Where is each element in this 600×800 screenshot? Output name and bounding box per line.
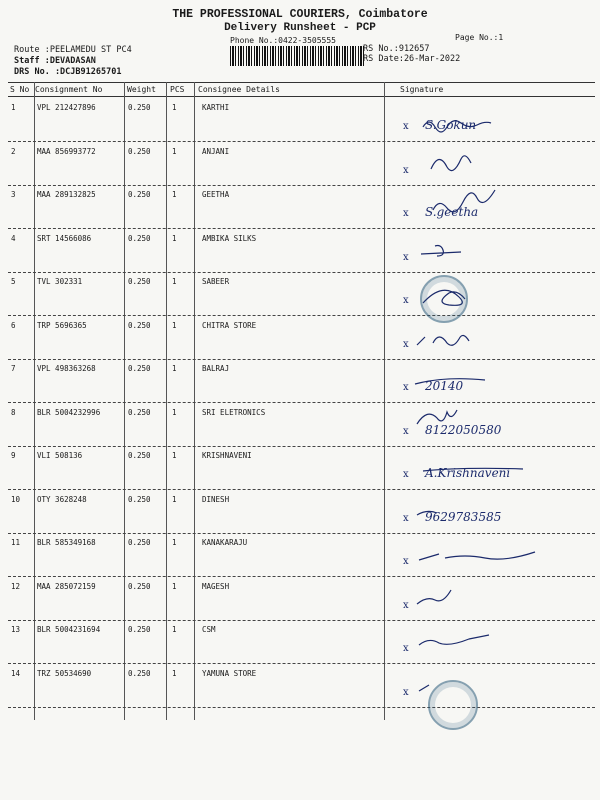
- cell-consignee: YAMUNA STORE: [202, 668, 257, 678]
- table-row: [8, 665, 595, 708]
- col-header-consignment: Consignment No: [35, 85, 103, 94]
- cell-sno: 9: [11, 451, 16, 460]
- cell-sno: 2: [11, 146, 16, 156]
- signature-cell: [393, 317, 598, 360]
- signature-cell: [393, 360, 598, 403]
- rs-number: RS No.:912657: [363, 44, 430, 54]
- cell-consignee: DINESH: [202, 494, 230, 504]
- signature-cell: [393, 578, 598, 621]
- cell-sno: 5: [11, 277, 16, 286]
- table-row: [8, 621, 595, 664]
- route: Route :PEELAMEDU ST PC4: [14, 45, 132, 55]
- signature-text: S.Gokun: [425, 118, 477, 132]
- cell-weight: 0.250: [128, 494, 151, 504]
- rubber-stamp-icon: [428, 680, 478, 730]
- table-row: [8, 143, 595, 186]
- rubber-stamp-icon: [420, 275, 468, 323]
- cell-weight: 0.250: [128, 190, 151, 199]
- table-row: [8, 99, 595, 142]
- signature-text: S.geetha: [425, 205, 479, 219]
- signature-cell: [393, 491, 598, 534]
- signature-stroke: [431, 155, 471, 170]
- cell-consignee: KARTHI: [202, 103, 230, 112]
- cell-sno: 3: [11, 190, 16, 199]
- signature-stroke: [419, 635, 489, 645]
- cell-consignment: BLR 5004231694: [37, 625, 101, 634]
- cell-pcs: 1: [172, 277, 177, 286]
- signature-stroke: [417, 410, 457, 424]
- cell-consignee: AMBIKA SILKS: [202, 233, 257, 243]
- handwritten-signature: [393, 534, 598, 577]
- cell-weight: 0.250: [128, 277, 151, 286]
- cross-mark: x: [403, 382, 409, 393]
- cell-consignment: VPL 498363268: [37, 364, 96, 373]
- cell-consignee: ANJANI: [202, 146, 230, 156]
- handwritten-signature: [393, 578, 598, 621]
- cross-mark: x: [403, 643, 409, 654]
- cell-consignment: VPL 212427896: [37, 103, 96, 112]
- cell-consignee: SABEER: [202, 277, 230, 286]
- page-number: Page No.:1: [455, 33, 504, 42]
- cross-mark: x: [403, 512, 409, 524]
- col-header-pcs: PCS: [170, 85, 185, 94]
- table-row: [8, 317, 595, 360]
- signature-cell: [393, 447, 598, 490]
- signature-cell: [393, 404, 598, 447]
- signature-text: 9629783585: [425, 509, 502, 524]
- cell-consignee: CSM: [202, 625, 216, 634]
- col-header-consignee: Consignee Details: [198, 85, 280, 94]
- signature-stroke: [419, 552, 535, 560]
- barcode: [230, 46, 366, 66]
- cell-sno: 4: [11, 233, 16, 243]
- signature-text: A.Krishnaveni: [425, 466, 511, 480]
- signature-cell: [393, 230, 598, 273]
- table-row: [8, 447, 595, 490]
- company-title: THE PROFESSIONAL COURIERS, Coimbatore: [172, 8, 428, 21]
- handwritten-signature: [393, 99, 598, 142]
- handwritten-signature: [393, 447, 598, 490]
- cross-mark: x: [403, 208, 409, 219]
- cross-mark: x: [403, 121, 409, 132]
- cell-weight: 0.250: [128, 451, 151, 460]
- cell-consignment: VLI 508136: [37, 451, 83, 460]
- cell-pcs: 1: [172, 407, 177, 417]
- cell-weight: 0.250: [128, 538, 151, 547]
- signature-stroke: [417, 335, 469, 345]
- table-top-border: [8, 82, 595, 83]
- drs-number: DRS No. :DCJB91265701: [14, 67, 122, 77]
- signature-text: 8122050580: [425, 422, 502, 437]
- cell-pcs: 1: [172, 668, 177, 678]
- signature-cell: [393, 143, 598, 186]
- cell-consignment: TRP 5696365: [37, 320, 87, 330]
- cell-consignment: MAA 856993772: [37, 146, 96, 156]
- handwritten-signature: [393, 360, 598, 403]
- cell-consignee: SRI ELETRONICS: [202, 407, 266, 417]
- cell-consignment: TVL 302331: [37, 277, 83, 286]
- table-row: [8, 578, 595, 621]
- cell-sno: 7: [11, 364, 16, 373]
- signature-stroke: [419, 685, 429, 691]
- cell-consignee: CHITRA STORE: [202, 320, 257, 330]
- cell-weight: 0.250: [128, 668, 151, 678]
- cell-weight: 0.250: [128, 625, 151, 634]
- cell-sno: 14: [11, 668, 21, 678]
- cell-sno: 10: [11, 494, 21, 504]
- cell-pcs: 1: [172, 364, 177, 373]
- cross-mark: x: [403, 599, 409, 611]
- table-row: [8, 404, 595, 447]
- cell-weight: 0.250: [128, 364, 151, 373]
- cell-consignee: KRISHNAVENI: [202, 451, 252, 460]
- cell-consignment: OTY 3628248: [37, 494, 87, 504]
- phone-number: Phone No.:0422-3505555: [230, 36, 336, 45]
- cross-mark: x: [403, 338, 409, 350]
- cell-pcs: 1: [172, 190, 177, 199]
- table-row: [8, 534, 595, 577]
- cell-weight: 0.250: [128, 146, 151, 156]
- cell-weight: 0.250: [128, 407, 151, 417]
- cell-weight: 0.250: [128, 103, 151, 112]
- cross-mark: x: [403, 251, 409, 263]
- cross-mark: x: [403, 425, 409, 437]
- signature-cell: [393, 99, 598, 142]
- table-row: [8, 230, 595, 273]
- signature-stroke: [417, 590, 451, 604]
- cell-pcs: 1: [172, 581, 177, 591]
- table-row: [8, 491, 595, 534]
- cell-sno: 8: [11, 407, 16, 417]
- cross-mark: x: [403, 295, 409, 306]
- handwritten-signature: [393, 186, 598, 229]
- cell-consignment: MAA 285072159: [37, 581, 96, 591]
- handwritten-signature: [393, 317, 598, 360]
- cell-sno: 1: [11, 103, 16, 112]
- cell-weight: 0.250: [128, 233, 151, 243]
- col-header-sno: S No: [10, 85, 30, 94]
- cell-sno: 13: [11, 625, 21, 634]
- table-header-border: [8, 96, 595, 97]
- cell-weight: 0.250: [128, 581, 151, 591]
- cell-sno: 6: [11, 320, 16, 330]
- cell-pcs: 1: [172, 625, 177, 634]
- col-header-weight: Weight: [127, 85, 156, 94]
- cell-pcs: 1: [172, 233, 177, 243]
- cell-pcs: 1: [172, 103, 177, 112]
- signature-text: 20140: [425, 379, 464, 393]
- cell-pcs: 1: [172, 494, 177, 504]
- cell-consignment: BLR 585349168: [37, 538, 96, 547]
- signature-cell: [393, 665, 598, 708]
- cell-pcs: 1: [172, 320, 177, 330]
- cell-sno: 11: [11, 538, 21, 547]
- cell-consignee: MAGESH: [202, 581, 230, 591]
- cell-consignee: BALRAJ: [202, 364, 230, 373]
- table-row: [8, 273, 595, 316]
- handwritten-signature: [393, 230, 598, 273]
- cell-consignment: SRT 14566086: [37, 233, 92, 243]
- cell-pcs: 1: [172, 146, 177, 156]
- handwritten-signature: [393, 491, 598, 534]
- handwritten-signature: [393, 665, 598, 708]
- cell-consignment: TRZ 50534690: [37, 668, 92, 678]
- col-header-signature: Signature: [400, 85, 444, 94]
- signature-cell: [393, 534, 598, 577]
- cell-consignment: BLR 5004232996: [37, 407, 101, 417]
- cell-pcs: 1: [172, 451, 177, 460]
- cell-pcs: 1: [172, 538, 177, 547]
- cross-mark: x: [403, 164, 409, 176]
- cross-mark: x: [403, 686, 409, 698]
- signature-cell: [393, 186, 598, 229]
- cell-consignee: GEETHA: [202, 190, 230, 199]
- cell-consignment: MAA 289132825: [37, 190, 96, 199]
- cross-mark: x: [403, 469, 409, 480]
- handwritten-signature: [393, 143, 598, 186]
- handwritten-signature: [393, 621, 598, 664]
- table-row: [8, 360, 595, 403]
- staff: Staff :DEVADASAN: [14, 56, 96, 66]
- rs-date: RS Date:26-Mar-2022: [363, 54, 461, 64]
- cross-mark: x: [403, 556, 409, 567]
- table-row: [8, 186, 595, 229]
- signature-stroke: [421, 245, 461, 256]
- row-separator: [8, 707, 595, 708]
- signature-cell: [393, 621, 598, 664]
- document-subtitle: Delivery Runsheet - PCP: [224, 22, 376, 34]
- handwritten-signature: [393, 404, 598, 447]
- cell-sno: 12: [11, 581, 21, 591]
- cell-consignee: KANAKARAJU: [202, 538, 248, 547]
- cell-weight: 0.250: [128, 320, 151, 330]
